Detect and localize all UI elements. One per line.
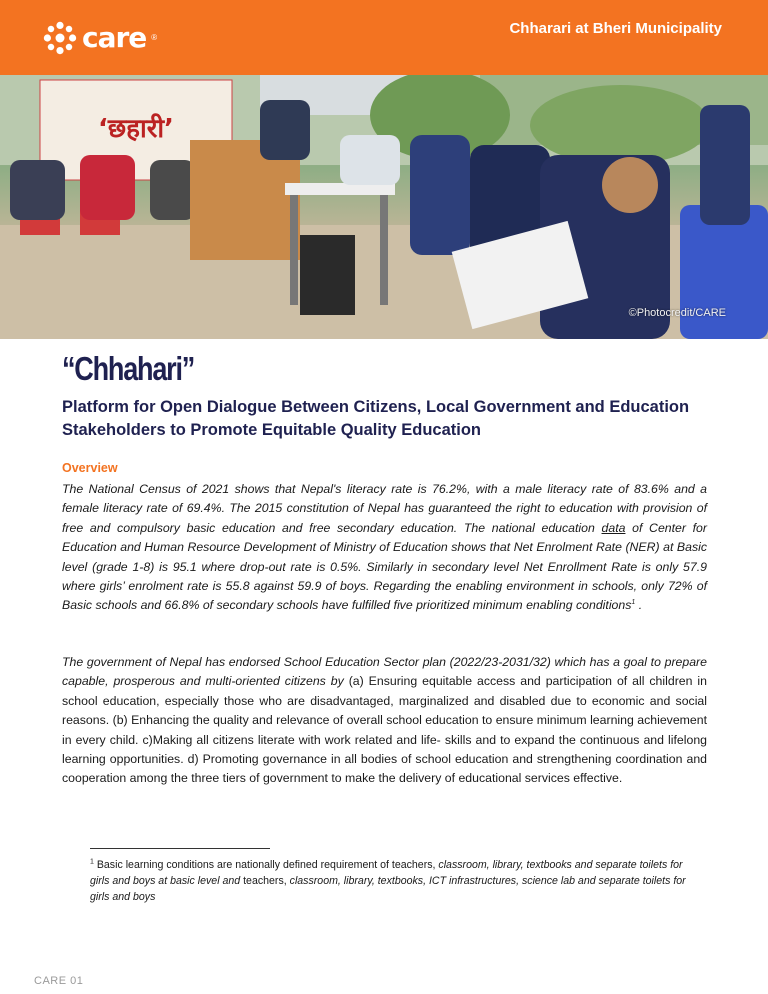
care-logo-icon xyxy=(42,20,78,56)
event-photo-illustration xyxy=(0,75,768,339)
footnote-reference[interactable]: 1 xyxy=(631,599,636,607)
p1-text-start: The National Census of 2021 shows that Nepal's literacy rate is 76.2%, with a male literacy rate of 83.6% and a female literacy rate of 69.4%. The 2015 constitution of Nepal has guaranteed the right to education with provision of free and compulsory basic education and free secondary education. The national education xyxy=(62,482,707,535)
p2-body-text: (a) Ensuring equitable access and participation of all children in school education, especially those who are disadvantaged, marginalized and disabled due to economic and social reasons. (b) Enhancing the quality and relevance of overall school education to ensure minimum learning achievement in every child. c)Making all citizens literate with work related and life- skills and to expand the continuous and lifelong learning opportunities. d) Promoting governance in all bodies of school education and strengthening coordination and cooperation among the three tiers of government to make the delivery of educational services effective. xyxy=(62,674,707,786)
event-photo xyxy=(0,75,768,339)
footnote-text-2: classroom, library, textbooks and separate toilets for girls and boys at basic level and xyxy=(90,859,683,887)
overview-paragraph-1 xyxy=(62,480,707,616)
registered-mark: ® xyxy=(151,33,158,42)
overview-heading: Overview xyxy=(62,461,118,475)
document-subtitle: Platform for Open Dialogue Between Citizens, Local Government and Education Stakeholders to Promote Equitable Quality Education xyxy=(62,398,690,439)
overview-paragraph-2 xyxy=(62,653,707,789)
p1-text-middle: of Center for Education and Human Resource Development of Ministry of Education shows that Net Enrolment Rate (NER) at Basic level (grade 1-8) is 95.1 where drop-out rate is 0.5%. Similarly in secondary level Net Enrollment Rate is only 57.9 where girls’ enrolment rate is 55.8 against 59.9 of boys. Regarding the enabling environment in schools, only 72% of Basic schools and 66.8% of secondary schools have fulfilled five prioritized minimum enabling conditions xyxy=(62,520,707,613)
footnote-text-1: Basic learning conditions are nationally defined requirement of teachers, xyxy=(93,859,439,871)
photo-credit: ©Photocredit/CARE xyxy=(628,307,726,319)
p2-lead-text: The government of Nepal has endorsed School Education Sector plan (2022/23-2031/32) which has a goal to prepare capable, prosperous and multi-oriented citizens by xyxy=(62,655,707,689)
document-title: “Chhahari” xyxy=(62,350,195,387)
page-header xyxy=(0,0,768,75)
footnote-text-4: classroom, library, textbooks, ICT infrastructures, science lab and separate toilets for girls and boys xyxy=(90,875,686,903)
page-footer: CARE 01 xyxy=(34,975,84,987)
footnote xyxy=(90,857,690,905)
care-logo xyxy=(42,20,157,56)
footnote-text-3: teachers, xyxy=(240,875,290,887)
data-link[interactable]: data xyxy=(601,520,626,535)
p1-text-end: . xyxy=(635,598,643,613)
header-title: Chharari at Bheri Municipality xyxy=(509,20,722,37)
footnote-marker: 1 xyxy=(90,858,94,866)
footnote-divider xyxy=(90,848,270,849)
banner-text: ‘छहारी’ xyxy=(98,114,174,144)
care-logo-text: care xyxy=(82,20,147,54)
